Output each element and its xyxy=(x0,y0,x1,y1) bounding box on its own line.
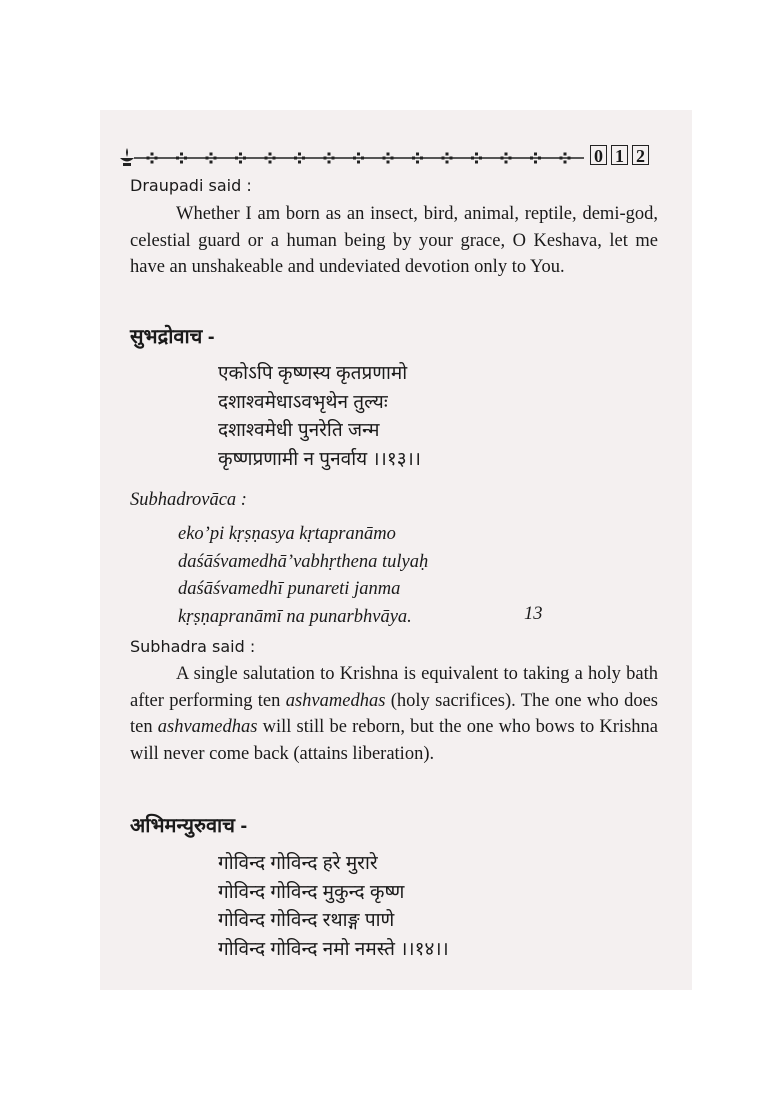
verse-line: गोविन्द गोविन्द रथाङ्ग पाणे xyxy=(218,910,395,931)
term: ashvamedhas xyxy=(285,690,386,711)
term: ashvamedhas xyxy=(157,717,258,738)
speaker-draupadi: Draupadi said : xyxy=(130,176,252,195)
subhadra-paragraph xyxy=(130,661,658,768)
verse-line: गोविन्द गोविन्द नमो नमस्ते ।।१४।। xyxy=(218,938,449,960)
page-digit: 2 xyxy=(632,145,649,165)
subhadra-heading-translit: Subhadrovāca : xyxy=(130,490,247,510)
subhadra-verse-translit xyxy=(178,521,428,632)
verse-line: दशाश्वमेधी पुनरेति जन्म xyxy=(218,420,380,441)
abhimanyu-heading-devanagari: अभिमन्युरुवाच - xyxy=(130,815,248,837)
verse-line: दशाश्वमेधाऽवभृथेन तुल्यः xyxy=(218,391,388,413)
page-digit: 0 xyxy=(590,145,607,165)
page-digit: 1 xyxy=(611,145,628,165)
text: will still be reborn, but the one who bows to Krishna will never come back (attains liberation). xyxy=(130,717,658,765)
verse-line: daśāśvamedhā’vabhṛthena tulyaḥ xyxy=(178,551,429,572)
text: A single salutation to Krishna is equivalent to taking a holy bath after performing ten xyxy=(130,664,658,711)
verse-number: 13 xyxy=(524,604,543,624)
subhadra-verse-devanagari xyxy=(218,360,421,474)
abhimanyu-verse-devanagari xyxy=(218,850,449,964)
verse-line: kṛṣṇapranāmī na punarbhvāya. xyxy=(178,607,412,628)
decorative-lamp-border xyxy=(118,146,586,168)
subhadra-heading-devanagari: सुभद्रोवाच - xyxy=(130,326,215,348)
verse-line: एकोऽपि कृष्णस्य कृतप्रणामो xyxy=(218,363,408,384)
verse-line: गोविन्द गोविन्द मुकुन्द कृष्ण xyxy=(218,881,405,903)
speaker-subhadra: Subhadra said : xyxy=(130,637,256,656)
verse-line: eko’pi kṛṣṇasya kṛtapranāmo xyxy=(178,524,396,544)
page-number xyxy=(590,145,649,165)
verse-line: daśāśvamedhī punareti janma xyxy=(178,579,401,600)
text: (holy sacrifices). The one who does ten xyxy=(130,690,658,738)
oil-lamp-icon xyxy=(120,148,134,166)
verse-line: गोविन्द गोविन्द हरे मुरारे xyxy=(218,853,378,874)
verse-line: कृष्णप्रणामी न पुनर्वाय ।।१३।। xyxy=(218,448,421,470)
draupadi-paragraph: Whether I am born as an insect, bird, animal, reptile, demi-god, celestial guard or a human being by your grace, O Keshava, let me have an unshakeable and undeviated devotion only to You. xyxy=(130,204,658,278)
